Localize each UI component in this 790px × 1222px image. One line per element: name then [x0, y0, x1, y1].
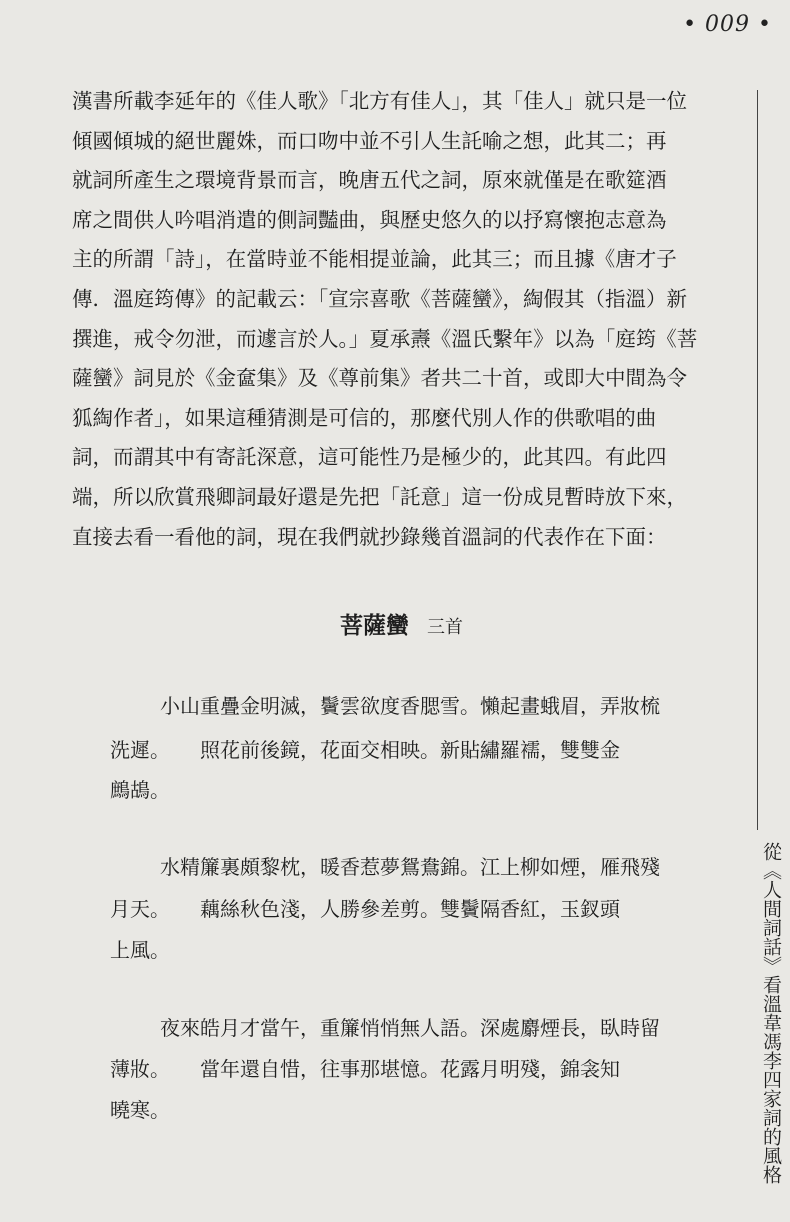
body-line: 詞，而謂其中有寄託深意，這可能性乃是極少的，此其四。有此四 — [72, 445, 667, 470]
body-line: 就詞所產生之環境背景而言，晚唐五代之詞，原來就僅是在歌筵酒 — [72, 168, 667, 193]
body-text — [72, 82, 698, 557]
body-line: 席之間供人吟唱消遣的側詞豔曲，與歷史悠久的以抒寫懷抱志意為 — [72, 207, 667, 232]
body-line: 傾國傾城的絕世麗姝，而口吻中並不引人生託喻之想，此其二；再 — [72, 128, 667, 153]
poem-line: 夜來皓月才當午，重簾悄悄無人語。深處麝煙長，臥時留 — [160, 1016, 660, 1040]
poem-line: 曉寒。 — [110, 1098, 170, 1122]
body-line: 漢書所載李延年的《佳人歌》「北方有佳人」，其「佳人」就只是一位 — [72, 89, 687, 113]
poem-line: 小山重疊金明滅，鬢雲欲度香腮雪。懶起畫蛾眉，弄妝梳 — [160, 694, 660, 718]
body-line: 薩蠻》詞見於《金奩集》及《尊前集》者共二十首，或即大中間為令 — [72, 366, 687, 391]
poem-line: 水精簾裏頗黎枕，暖香惹夢鴛鴦錦。江上柳如煙，雁飛殘 — [160, 855, 660, 879]
margin-rule — [757, 90, 758, 830]
page-number: • 009 • — [683, 12, 772, 37]
body-line: 狐綯作者」，如果這種猜測是可信的，那麼代別人作的供歌唱的曲 — [72, 405, 657, 430]
poem-line: 月天。 藕絲秋色淺，人勝參差剪。雙鬢隔香紅，玉釵頭 — [110, 897, 620, 921]
running-title: 從《人間詞話》看溫韋馮李四家詞的風格 — [760, 842, 782, 1184]
body-line: 端，所以欣賞飛卿詞最好還是先把「託意」這一份成見暫時放下來， — [72, 484, 687, 509]
body-line: 傳．溫庭筠傳》的記載云：「宣宗喜歌《菩薩蠻》，綯假其（指溫）新 — [72, 286, 687, 311]
poem-line: 鷓鴣。 — [110, 778, 170, 802]
poem-line: 薄妝。 當年還自惜，往事那堪憶。花露月明殘，錦衾知 — [110, 1057, 620, 1081]
poem-title — [340, 607, 463, 640]
poem-line: 上風。 — [110, 938, 170, 962]
body-line: 直接去看一看他的詞，現在我們就抄錄幾首溫詞的代表作在下面： — [72, 524, 667, 549]
body-line: 撰進，戒令勿泄，而遽言於人。」夏承燾《溫氏繫年》以為「庭筠《菩 — [72, 326, 698, 351]
poem-count: 三首 — [427, 617, 463, 638]
poem-line: 洗遲。 照花前後鏡，花面交相映。新貼繡羅襦，雙雙金 — [110, 738, 620, 762]
poem-title-text: 菩薩蠻 — [340, 613, 409, 639]
body-line: 主的所謂「詩」，在當時並不能相提並論，此其三；而且據《唐才子 — [72, 247, 677, 272]
